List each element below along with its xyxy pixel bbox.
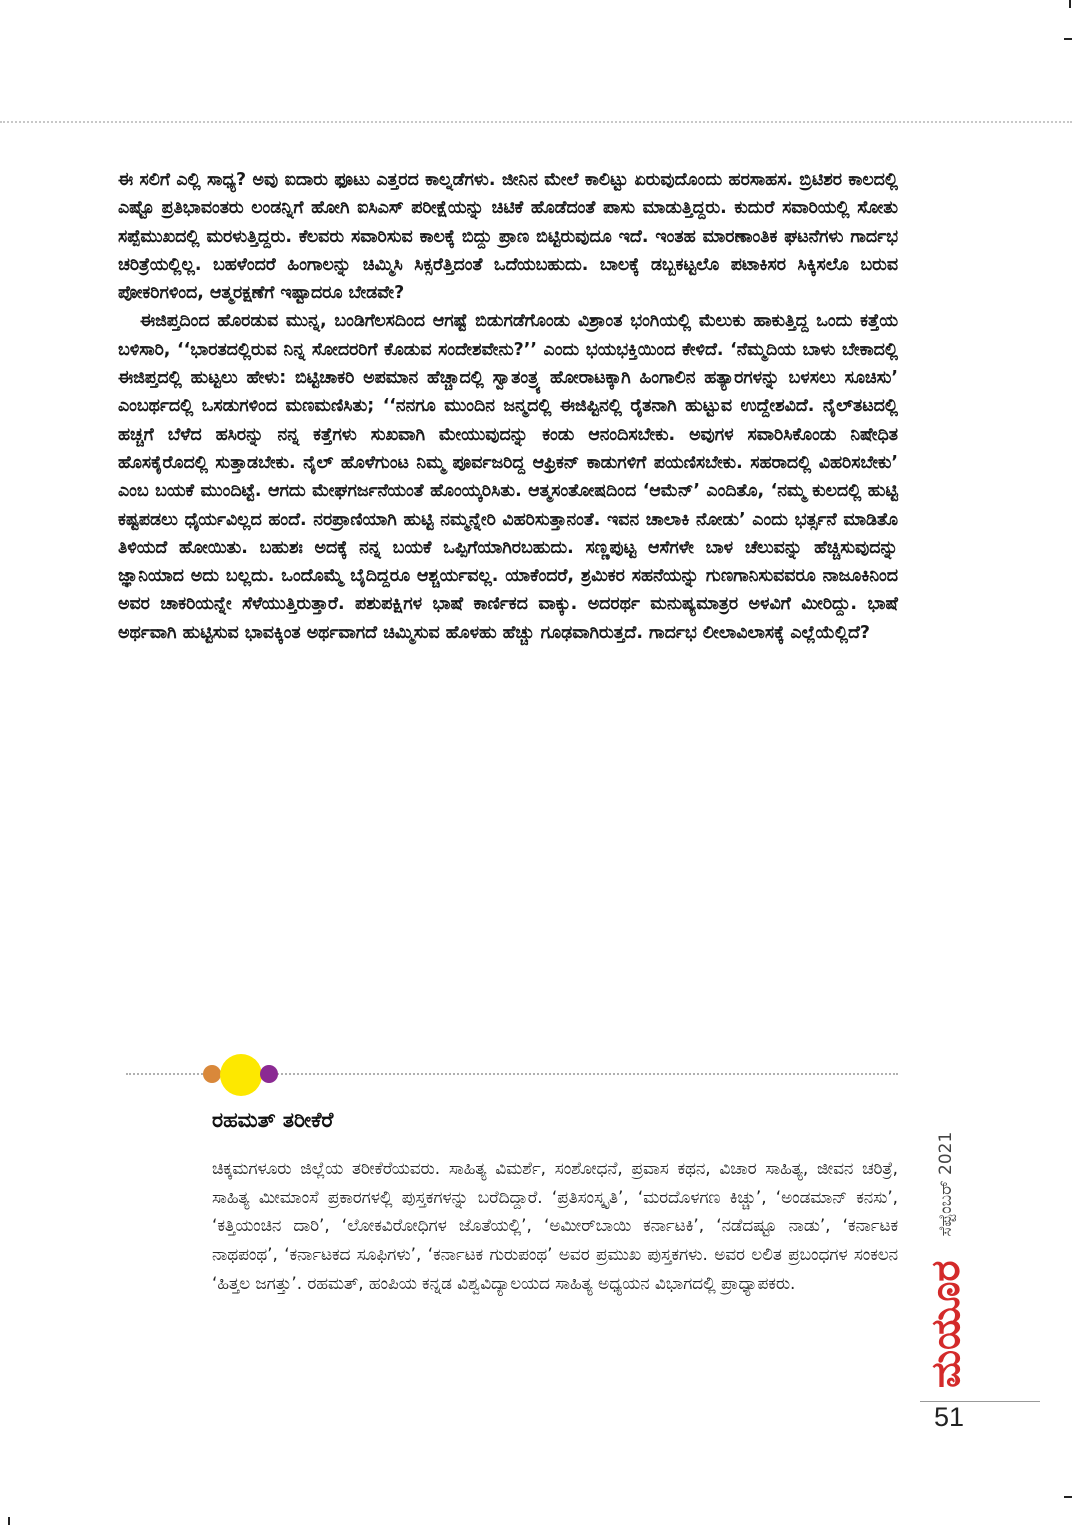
magazine-side-label [920, 1058, 972, 1388]
crop-mark [1069, 0, 1071, 8]
article-body [118, 166, 898, 647]
magazine-name: ಮಯೂರ [923, 1260, 969, 1388]
orange-dot-ornament [203, 1065, 221, 1083]
author-name: ರಹಮತ್ ತರೀಕೆರೆ [212, 1108, 334, 1132]
crop-mark [1064, 1496, 1072, 1498]
author-bio: ಚಿಕ್ಕಮಗಳೂರು ಜಿಲ್ಲೆಯ ತರೀಕೆರೆಯವರು. ಸಾಹಿತ್ಯ ವಿಮರ್ಶೆ, ಸಂಶೋಧನೆ, ಪ್ರವಾಸ ಕಥನ, ವಿಚಾರ ಸಾಹಿತ್ಯ, ಜೀವನ ಚರಿತ್ರೆ, ಸಾಹಿತ್ಯ ಮೀಮಾಂಸೆ ಪ್ರಕಾರಗಳಲ್ಲಿ ಪುಸ್ತಕಗಳನ್ನು ಬರೆದಿದ್ದಾರೆ. ‘ಪ್ರತಿಸಂಸ್ಕೃತಿ’, ‘ಮರದೊಳಗಣ ಕಿಚ್ಚು’, ‘ಅಂಡಮಾನ್ ಕನಸು’, ‘ಕತ್ತಿಯಂಚಿನ ದಾರಿ’, ‘ಲೋಕವಿರೋಧಿಗಳ ಜೊತೆಯಲ್ಲಿ’, ‘ಅಮೀರ್‌ಬಾಯಿ ಕರ್ನಾಟಕಿ’, ‘ನಡೆದಷ್ಟೂ ನಾಡು’, ‘ಕರ್ನಾಟಕ ನಾಥಪಂಥ’, ‘ಕರ್ನಾಟಕದ ಸೂಫಿಗಳು’, ‘ಕರ್ನಾಟಕ ಗುರುಪಂಥ’ ಅವರ ಪ್ರಮುಖ ಪುಸ್ತಕಗಳು. ಅವರ ಲಲಿತ ಪ್ರಬಂಧಗಳ ಸಂಕಲನ ‘ಹಿತ್ತಲ ಜಗತ್ತು’. ರಹಮತ್, ಹಂಪಿಯ ಕನ್ನಡ ವಿಶ್ವವಿದ್ಯಾಲಯದ ಸಾಹಿತ್ಯ ಅಧ್ಯಯನ ವಿಭಾಗದಲ್ಲಿ ಪ್ರಾಧ್ಯಾಪಕರು. [212, 1158, 898, 1293]
yellow-dot-ornament [220, 1054, 262, 1096]
purple-dot-ornament [260, 1065, 278, 1083]
issue-date: ಸೆಪ್ಟೆಂಬರ್ 2021 [936, 1131, 956, 1237]
crop-mark [1064, 38, 1072, 40]
crop-mark [8, 1517, 10, 1525]
page-number: 51 [934, 1402, 965, 1432]
article-paragraph: ಈ ಸಲಿಗೆ ಎಲ್ಲಿ ಸಾಧ್ಯ? ಅವು ಐದಾರು ಫೂಟು ಎತ್ತರದ ಕಾಲ್ನಡೆಗಳು. ಜೀನಿನ ಮೇಲೆ ಕಾಲಿಟ್ಟು ಏರುವುದೊಂದು ಹರಸಾಹಸ. ಬ್ರಿಟಿಶರ ಕಾಲದಲ್ಲಿ ಎಷ್ಟೊ ಪ್ರತಿಭಾವಂತರು ಲಂಡನ್ನಿಗೆ ಹೋಗಿ ಐಸಿಎಸ್ ಪರೀಕ್ಷೆಯನ್ನು ಚಿಟಿಕೆ ಹೊಡೆದಂತೆ ಪಾಸು ಮಾಡುತ್ತಿದ್ದರು. ಕುದುರೆ ಸವಾರಿಯಲ್ಲಿ ಸೋತು ಸಪ್ಪೆಮುಖದಲ್ಲಿ ಮರಳುತ್ತಿದ್ದರು. ಕೆಲವರು ಸವಾರಿಸುವ ಕಾಲಕ್ಕೆ ಬಿದ್ದು ಪ್ರಾಣ ಬಿಟ್ಟಿರುವುದೂ ಇದೆ. ಇಂತಹ ಮಾರಣಾಂತಿಕ ಘಟನೆಗಳು ಗಾರ್ದಭ ಚರಿತ್ರೆಯಲ್ಲಿಲ್ಲ. ಬಹಳೆಂದರೆ ಹಿಂಗಾಲನ್ನು ಚಿಮ್ಮಿಸಿ ಸಿಕ್ಸರೆತ್ತಿದಂತೆ ಒದೆಯಬಹುದು. ಬಾಲಕ್ಕೆ ಡಬ್ಬಕಟ್ಟಲೊ ಪಟಾಕಿಸರ ಸಿಕ್ಕಿಸಲೊ ಬರುವ ಪೋಕರಿಗಳಿಂದ, ಆತ್ಮರಕ್ಷಣೆಗೆ ಇಷ್ಟಾದರೂ ಬೇಡವೇ? [118, 170, 898, 304]
top-dotted-rule [0, 121, 1072, 123]
article-paragraph: ಈಜಿಪ್ತದಿಂದ ಹೊರಡುವ ಮುನ್ನ, ಬಂಡಿಗೆಲಸದಿಂದ ಆಗಷ್ಟೆ ಬಿಡುಗಡೆಗೊಂಡು ವಿಶ್ರಾಂತ ಭಂಗಿಯಲ್ಲಿ ಮೆಲುಕು ಹಾಕುತ್ತಿದ್ದ ಒಂದು ಕತ್ತೆಯ ಬಳಿಸಾರಿ, ‘‘ಭಾರತದಲ್ಲಿರುವ ನಿನ್ನ ಸೋದರರಿಗೆ ಕೊಡುವ ಸಂದೇಶವೇನು?’’ ಎಂದು ಭಯಭಕ್ತಿಯಿಂದ ಕೇಳಿದೆ. ‘ನೆಮ್ಮದಿಯ ಬಾಳು ಬೇಕಾದಲ್ಲಿ ಈಜಿಪ್ತದಲ್ಲಿ ಹುಟ್ಟಲು ಹೇಳು: ಬಿಟ್ಟಿಚಾಕರಿ ಅಪಮಾನ ಹೆಚ್ಚಾದಲ್ಲಿ ಸ್ವಾತಂತ್ರ್ಯ ಹೋರಾಟಕ್ಕಾಗಿ ಹಿಂಗಾಲಿನ ಹತ್ಯಾರಗಳನ್ನು ಬಳಸಲು ಸೂಚಿಸು’ ಎಂಬರ್ಥದಲ್ಲಿ ಒಸಡುಗಳಿಂದ ಮಣಮಣಿಸಿತು; ‘‘ನನಗೂ ಮುಂದಿನ ಜನ್ಮದಲ್ಲಿ ಈಜಿಪ್ಟಿನಲ್ಲಿ ರೈತನಾಗಿ ಹುಟ್ಟುವ ಉದ್ದೇಶವಿದೆ. ನೈಲ್‌ತಟದಲ್ಲಿ ಹಚ್ಚಗೆ ಬೆಳೆದ ಹಸಿರನ್ನು ನನ್ನ ಕತ್ತೆಗಳು ಸುಖವಾಗಿ ಮೇಯುವುದನ್ನು ಕಂಡು ಆನಂದಿಸಬೇಕು. ಅವುಗಳ ಸವಾರಿಸಿಕೊಂಡು ನಿಷೇಧಿತ ಹೊಸಕೈರೊದಲ್ಲಿ ಸುತ್ತಾಡಬೇಕು. ನೈಲ್ ಹೊಳೆಗುಂಟ ನಿಮ್ಮ ಪೂರ್ವಜರಿದ್ದ ಆಫ್ರಿಕನ್ ಕಾಡುಗಳಿಗೆ ಪಯಣಿಸಬೇಕು. ಸಹರಾದಲ್ಲಿ ವಿಹರಿಸಬೇಕು’ ಎಂಬ ಬಯಕೆ ಮುಂದಿಟ್ಟೆ. ಆಗದು ಮೇಘಗರ್ಜನೆಯಂತೆ ಹೊಂಯ್ಕರಿಸಿತು. ಆತ್ಮಸಂತೋಷದಿಂದ ‘ಆಮೆನ್’ ಎಂದಿತೊ, ‘ನಮ್ಮ ಕುಲದಲ್ಲಿ ಹುಟ್ಟಿ ಕಷ್ಟಪಡಲು ಧೈರ್ಯವಿಲ್ಲದ ಹಂದೆ. ನರಪ್ರಾಣಿಯಾಗಿ ಹುಟ್ಟಿ ನಮ್ಮನ್ನೇರಿ ವಿಹರಿಸುತ್ತಾನಂತೆ. ಇವನ ಚಾಲಾಕಿ ನೋಡು’ ಎಂದು ಭರ್ತ್ಸನೆ ಮಾಡಿತೊ ತಿಳಿಯದೆ ಹೋಯಿತು. ಬಹುಶಃ ಅದಕ್ಕೆ ನನ್ನ ಬಯಕೆ ಒಪ್ಪಿಗೆಯಾಗಿರಬಹುದು. ಸಣ್ಣಪುಟ್ಟ ಆಸೆಗಳೇ ಬಾಳ ಚೆಲುವನ್ನು ಹೆಚ್ಚಿಸುವುದನ್ನು ಜ್ಞಾನಿಯಾದ ಅದು ಬಲ್ಲದು. ಒಂದೊಮ್ಮೆ ಬೈದಿದ್ದರೂ ಆಶ್ಚರ್ಯವಲ್ಲ. ಯಾಕೆಂದರೆ, ಶ್ರಮಿಕರ ಸಹನೆಯನ್ನು ಗುಣಗಾನಿಸುವವರೂ ನಾಜೂಕಿನಿಂದ ಅವರ ಚಾಕರಿಯನ್ನೇ ಸೆಳೆಯುತ್ತಿರುತ್ತಾರೆ. ಪಶುಪಕ್ಷಿಗಳ ಭಾಷೆ ಕಾರ್ಣಿಕದ ವಾಕ್ಕು. ಅದರರ್ಥ ಮನುಷ್ಯಮಾತ್ರರ ಅಳವಿಗೆ ಮೀರಿದ್ದು. ಭಾಷೆ ಅರ್ಥವಾಗಿ ಹುಟ್ಟಿಸುವ ಭಾವಕ್ಕಿಂತ ಅರ್ಥವಾಗದೆ ಚಿಮ್ಮಿಸುವ ಹೊಳಹು ಹೆಚ್ಚು ಗೂಢವಾಗಿರುತ್ತದೆ. ಗಾರ್ದಭ ಲೀಲಾವಿಲಾಸಕ್ಕೆ ಎಲ್ಲೆಯೆಲ್ಲಿದೆ? [118, 311, 898, 643]
